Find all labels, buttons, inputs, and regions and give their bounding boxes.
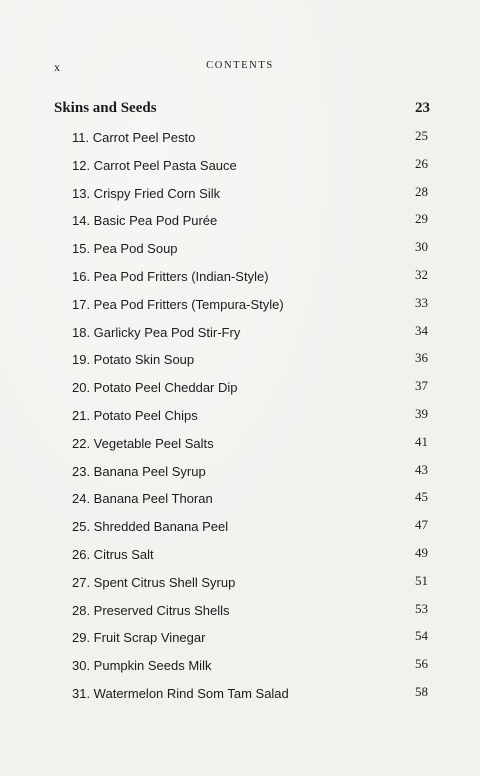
- entry-page-number: 36: [415, 350, 428, 366]
- entry-title: 23. Banana Peel Syrup: [72, 463, 206, 479]
- entry-page-number: 47: [415, 517, 428, 533]
- entry-title: 12. Carrot Peel Pasta Sauce: [72, 157, 237, 173]
- entry-title: 31. Watermelon Rind Som Tam Salad: [72, 685, 289, 701]
- entry-page-number: 32: [415, 266, 428, 282]
- contents-entry: [72, 684, 428, 712]
- entry-page-number: 49: [415, 544, 428, 560]
- contents-entry: [72, 601, 428, 629]
- section-heading: [54, 100, 430, 124]
- contents-entry: [72, 378, 428, 406]
- contents-entry: [72, 434, 428, 462]
- contents-entry: [72, 267, 428, 295]
- entry-page-number: 56: [415, 656, 428, 672]
- entry-title: 19. Potato Skin Soup: [72, 352, 195, 368]
- entry-page-number: 34: [415, 322, 428, 338]
- contents-entry: [72, 350, 428, 378]
- section-page-number: 23: [415, 100, 430, 116]
- contents-entry: [72, 545, 428, 573]
- contents-entry: [72, 628, 428, 656]
- entry-title: 22. Vegetable Peel Salts: [72, 435, 214, 451]
- entry-page-number: 33: [415, 294, 428, 310]
- section-title: Skins and Seeds: [54, 100, 157, 116]
- contents-entry: [72, 184, 428, 212]
- entry-page-number: 41: [415, 433, 428, 449]
- entry-title: 30. Pumpkin Seeds Milk: [72, 658, 212, 674]
- entry-page-number: 58: [415, 683, 428, 699]
- contents-entry: [72, 462, 428, 490]
- entry-title: 18. Garlicky Pea Pod Stir-Fry: [72, 324, 241, 340]
- entry-page-number: 51: [415, 572, 428, 588]
- entry-page-number: 25: [415, 128, 428, 143]
- entry-page-number: 29: [415, 211, 428, 227]
- entry-title: 15. Pea Pod Soup: [72, 241, 178, 257]
- entry-page-number: 26: [415, 155, 428, 171]
- entry-page-number: 43: [415, 461, 428, 477]
- contents-entry: [72, 128, 428, 156]
- entry-title: 14. Basic Pea Pod Purée: [72, 213, 218, 229]
- entry-title: 29. Fruit Scrap Vinegar: [72, 630, 206, 646]
- contents-list: [72, 128, 428, 712]
- entry-title: 27. Spent Citrus Shell Syrup: [72, 574, 236, 590]
- contents-entry: [72, 295, 428, 323]
- entry-title: 17. Pea Pod Fritters (Tempura-Style): [72, 296, 284, 312]
- entry-page-number: 54: [415, 628, 428, 644]
- entry-title: 11. Carrot Peel Pesto: [72, 130, 196, 145]
- entry-title: 21. Potato Peel Chips: [72, 407, 198, 423]
- entry-page-number: 53: [415, 600, 428, 616]
- contents-entry: [72, 211, 428, 239]
- contents-entry: [72, 406, 428, 434]
- contents-entry: [72, 323, 428, 351]
- running-title: CONTENTS: [206, 60, 274, 71]
- entry-title: 13. Crispy Fried Corn Silk: [72, 185, 221, 201]
- entry-title: 16. Pea Pod Fritters (Indian-Style): [72, 268, 269, 284]
- page-header: [0, 60, 480, 78]
- entry-page-number: 28: [415, 183, 428, 199]
- contents-entry: [72, 239, 428, 267]
- contents-entry: [72, 156, 428, 184]
- entry-page-number: 39: [415, 405, 428, 421]
- contents-entry: [72, 656, 428, 684]
- page-number: x: [54, 60, 61, 74]
- contents-entry: [72, 573, 428, 601]
- entry-page-number: 30: [415, 239, 428, 255]
- entry-page-number: 45: [415, 489, 428, 505]
- entry-title: 24. Banana Peel Thoran: [72, 491, 213, 507]
- entry-page-number: 37: [415, 378, 428, 394]
- entry-title: 26. Citrus Salt: [72, 546, 154, 562]
- contents-entry: [72, 517, 428, 545]
- contents-entry: [72, 489, 428, 517]
- entry-title: 25. Shredded Banana Peel: [72, 519, 229, 535]
- entry-title: 28. Preserved Citrus Shells: [72, 602, 230, 618]
- entry-title: 20. Potato Peel Cheddar Dip: [72, 380, 238, 396]
